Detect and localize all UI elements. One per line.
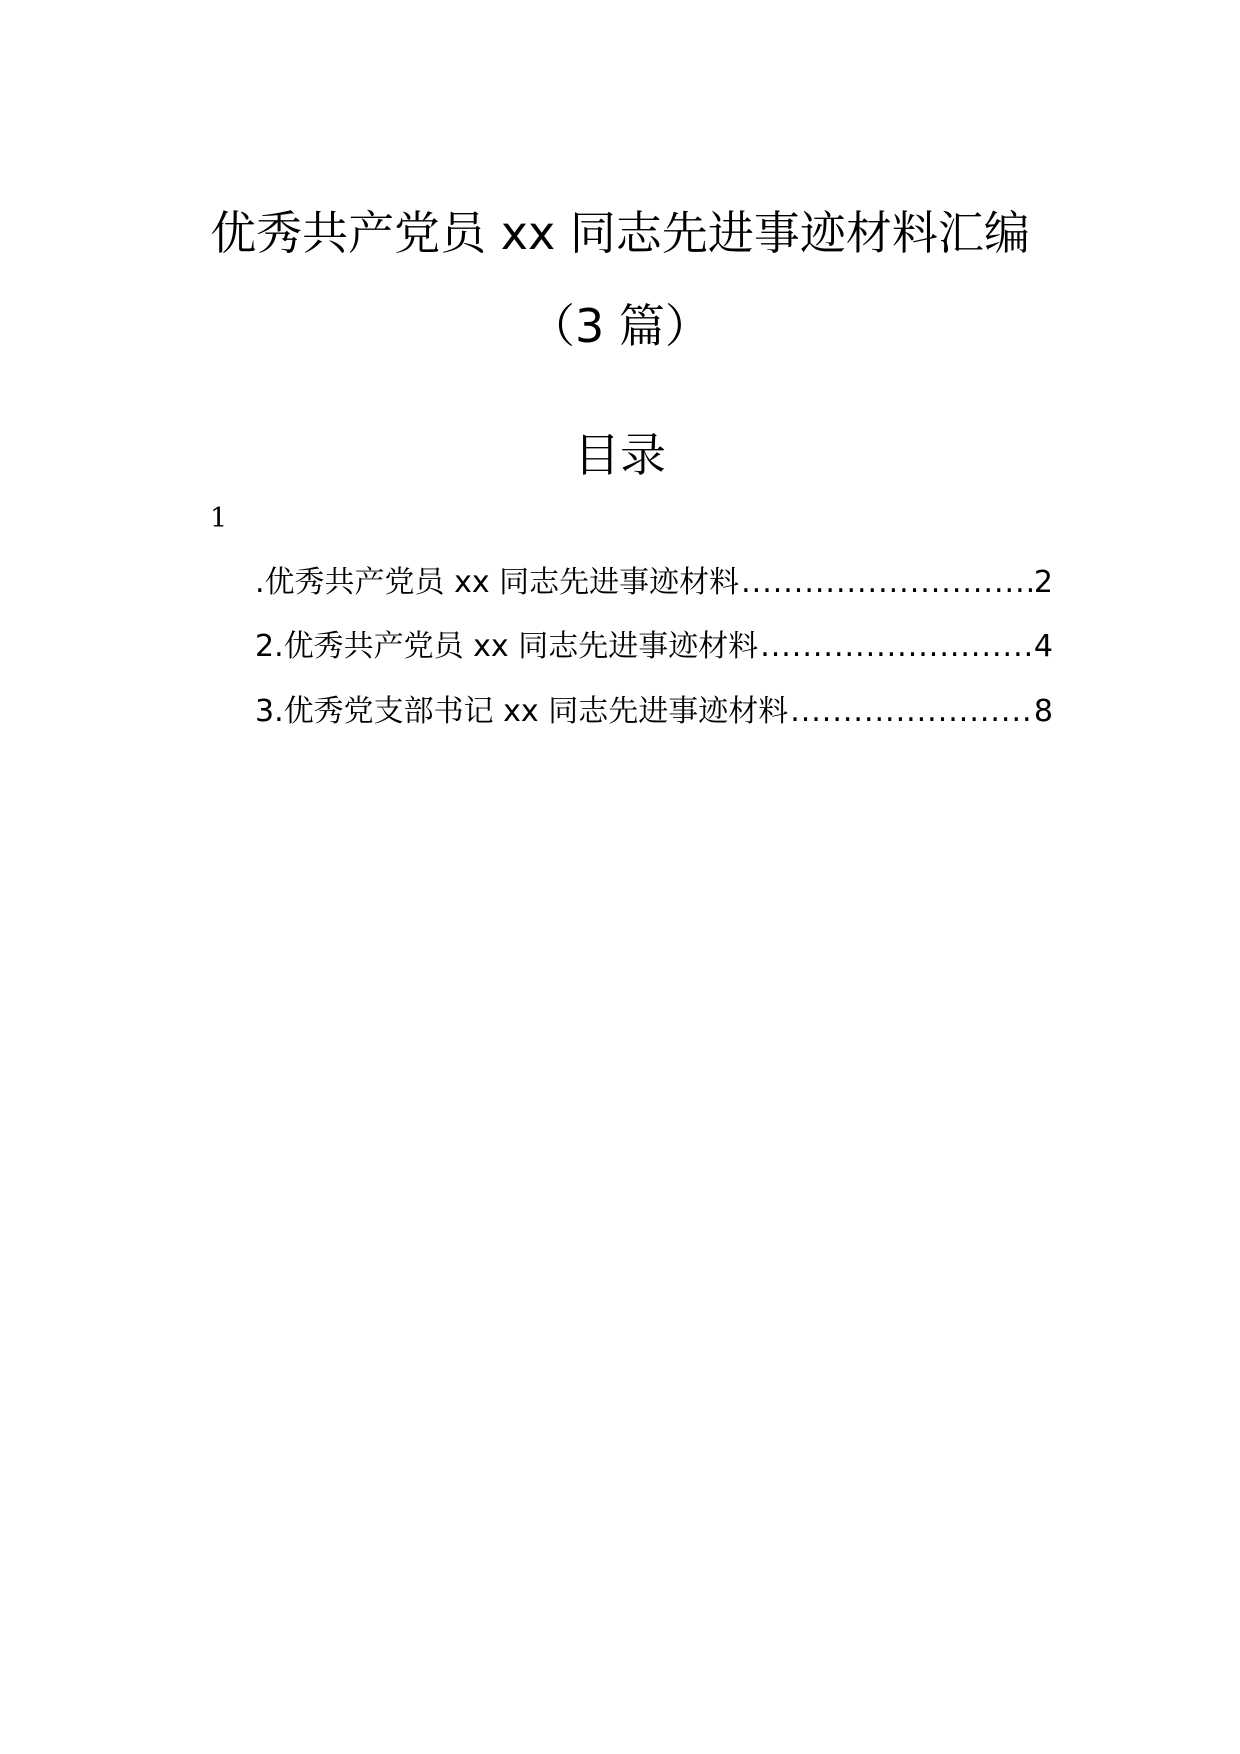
toc-heading: 目录 <box>574 428 666 482</box>
toc-dot-leader <box>790 692 1032 732</box>
toc-dot-leader <box>741 563 1032 603</box>
toc-entry-3[interactable] <box>255 692 1053 732</box>
toc-entry-label: 2.优秀共产党员 xx 同志先进事迹材料 <box>255 629 759 664</box>
toc-entry-page-number: 2 <box>1033 565 1053 600</box>
document-title-line1: 优秀共产党员 xx 同志先进事迹材料汇编 <box>210 206 1030 260</box>
toc-dot-leader <box>760 627 1032 667</box>
toc-entry-page-number: 4 <box>1033 629 1053 664</box>
toc-entry-label: 3.优秀党支部书记 xx 同志先进事迹材料 <box>255 694 789 729</box>
toc-stray-number: 1 <box>210 503 228 534</box>
toc-entry-2[interactable] <box>255 627 1053 667</box>
document-title-line2: （3 篇） <box>529 299 711 353</box>
toc-entry-page-number: 8 <box>1033 694 1053 729</box>
toc-entry-1[interactable] <box>255 563 1053 603</box>
toc-entry-label: .优秀共产党员 xx 同志先进事迹材料 <box>255 565 740 600</box>
